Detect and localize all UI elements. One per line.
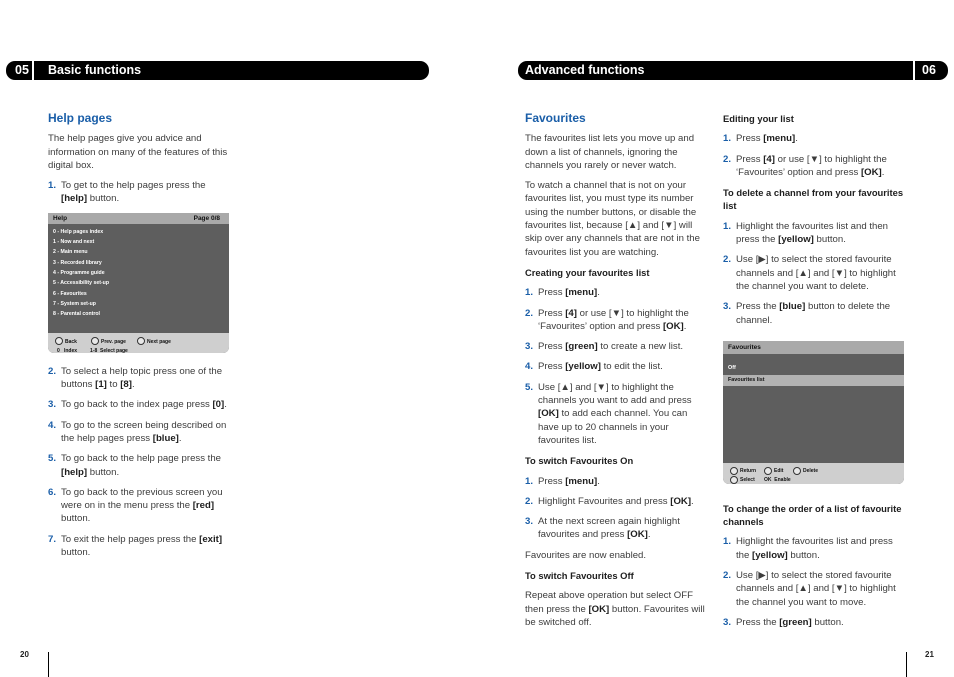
header-divider xyxy=(32,61,34,80)
header-divider xyxy=(913,61,915,80)
favourites-screen-footer: Return Edit Delete Select OK Enable xyxy=(723,463,904,484)
left-page-rule xyxy=(48,652,49,677)
navigation-button-icon xyxy=(730,476,738,484)
switch-on-step: 3. At the next screen again highlight favourites and press [OK]. xyxy=(525,516,680,541)
help-step: 7. To exit the help pages press the [exit] button. xyxy=(48,533,223,559)
favourites-intro-2: To watch a channel that is not on your favourites list, you must type its number using the number buttons, or disable the favourites list, because [▲] and [▼] will skip over any channels that are not in the favourites list you are watching. xyxy=(525,180,700,258)
favourites-row-off: Off xyxy=(728,364,736,371)
delete-step: 2. Use [▶] to select the stored favourite channels and [▲] and [▼] to highlight the channel you want to delete. xyxy=(723,254,896,292)
enabled-note: Favourites are now enabled. xyxy=(525,549,647,561)
right-arrow-button-icon xyxy=(137,337,145,345)
favourites-intro: The favourites list lets you move up and down a list of channels, ignoring the channels you rarely or never watch. xyxy=(525,133,695,171)
delete-step: 1. Highlight the favourites list and then press the [yellow] button. xyxy=(723,220,888,246)
creating-step: 4. Press [yellow] to edit the list. xyxy=(525,361,663,373)
order-heading: To change the order of a list of favourite channels xyxy=(723,502,902,528)
editing-step: 2. Press [4] or use [▼] to highlight the ‘Favourites’ option and press [OK]. xyxy=(723,153,887,178)
switch-off-text: Repeat above operation but select OFF then press the [OK] button. Favourites will be switched off. xyxy=(525,590,705,628)
help-step: 2. To select a help topic press one of the buttons [1] to [8]. xyxy=(48,365,223,391)
favourites-column xyxy=(525,112,710,636)
right-page-number: 21 xyxy=(925,650,934,659)
list-item: 4 - Programme guide xyxy=(53,269,105,276)
right-header-bar xyxy=(518,61,948,80)
help-step: 4. To go to the screen being described on the help pages press [blue]. xyxy=(48,419,227,444)
list-item: 3 - Recorded library xyxy=(53,259,102,266)
creating-heading: Creating your favourites list xyxy=(525,266,650,278)
help-step: 1. To get to the help pages press the [help] button. xyxy=(48,180,206,205)
help-screen-illustration xyxy=(48,213,229,353)
help-step: 5. To go back to the help page press the [help] button. xyxy=(48,453,222,478)
right-column xyxy=(723,112,908,636)
list-item: 6 - Favourites xyxy=(53,290,87,297)
order-step: 1. Highlight the favourites list and press the [yellow] button. xyxy=(723,536,893,561)
help-screen-list xyxy=(48,224,229,323)
left-chapter-number: 05 xyxy=(15,63,29,77)
creating-step: 5. Use [▲] and [▼] to highlight the channels you want to add and press [OK] to add each channel. You can have up to 20 channels in your favourites list. xyxy=(525,381,692,446)
editing-heading: Editing your list xyxy=(723,113,794,124)
help-screen-footer: Back Prev. page Next page 0 Index 1-8 Select page xyxy=(48,333,229,353)
right-chapter-title: Advanced functions xyxy=(525,63,645,77)
right-page-rule xyxy=(906,652,907,677)
left-header-bar xyxy=(6,61,429,80)
editing-step: 1. Press [menu]. xyxy=(723,133,798,145)
list-item: 8 - Parental control xyxy=(53,311,100,318)
help-step: 6. To go back to the previous screen you were on in the menu press the [red] button. xyxy=(48,486,223,525)
list-item: 1 - Now and next xyxy=(53,239,95,246)
left-column xyxy=(48,112,233,566)
list-item: 5 - Accessibility set-up xyxy=(53,280,110,287)
help-screen-page: Page 0/8 xyxy=(193,214,220,222)
delete-heading: To delete a channel from your favourites list xyxy=(723,187,904,212)
switch-off-heading: To switch Favourites Off xyxy=(525,570,634,582)
favourites-heading: Favourites xyxy=(525,111,586,125)
favourites-row-list: Favourites list xyxy=(723,375,904,386)
creating-step: 2. Press [4] or use [▼] to highlight the ‘Favourites’ option and press [OK]. xyxy=(525,307,689,332)
favourites-screen-title-bar: Favourites xyxy=(723,341,904,354)
list-item: 0 - Help pages index xyxy=(53,228,104,235)
circle-button-icon xyxy=(793,467,801,475)
left-chapter-title: Basic functions xyxy=(48,63,142,77)
switch-on-step: 1. Press [menu]. xyxy=(525,475,600,487)
creating-step: 1. Press [menu]. xyxy=(525,287,600,299)
switch-on-heading: To switch Favourites On xyxy=(525,455,634,467)
help-intro: The help pages give you advice and information on many of the features of this digital box. xyxy=(48,133,228,171)
help-screen-title: Help xyxy=(53,214,68,222)
delete-step: 3. Press the [blue] button to delete the channel. xyxy=(723,301,891,326)
right-chapter-number: 06 xyxy=(922,63,936,77)
help-step: 3. To go back to the index page press [0]. xyxy=(48,399,227,411)
order-step: 3. Press the [green] button. xyxy=(723,616,844,628)
help-pages-heading: Help pages xyxy=(48,111,113,125)
switch-on-step: 2. Highlight Favourites and press [OK]. xyxy=(525,495,694,507)
order-step: 2. Use [▶] to select the stored favourite channels and [▲] and [▼] to highlight the channel you want to move. xyxy=(723,570,896,608)
list-item: 7 - System set-up xyxy=(53,300,96,307)
help-screen-title-bar xyxy=(48,213,229,224)
creating-step: 3. Press [green] to create a new list. xyxy=(525,341,684,353)
left-page-number: 20 xyxy=(20,650,29,659)
list-item: 2 - Main menu xyxy=(53,249,88,256)
favourites-screen-illustration xyxy=(723,341,904,484)
